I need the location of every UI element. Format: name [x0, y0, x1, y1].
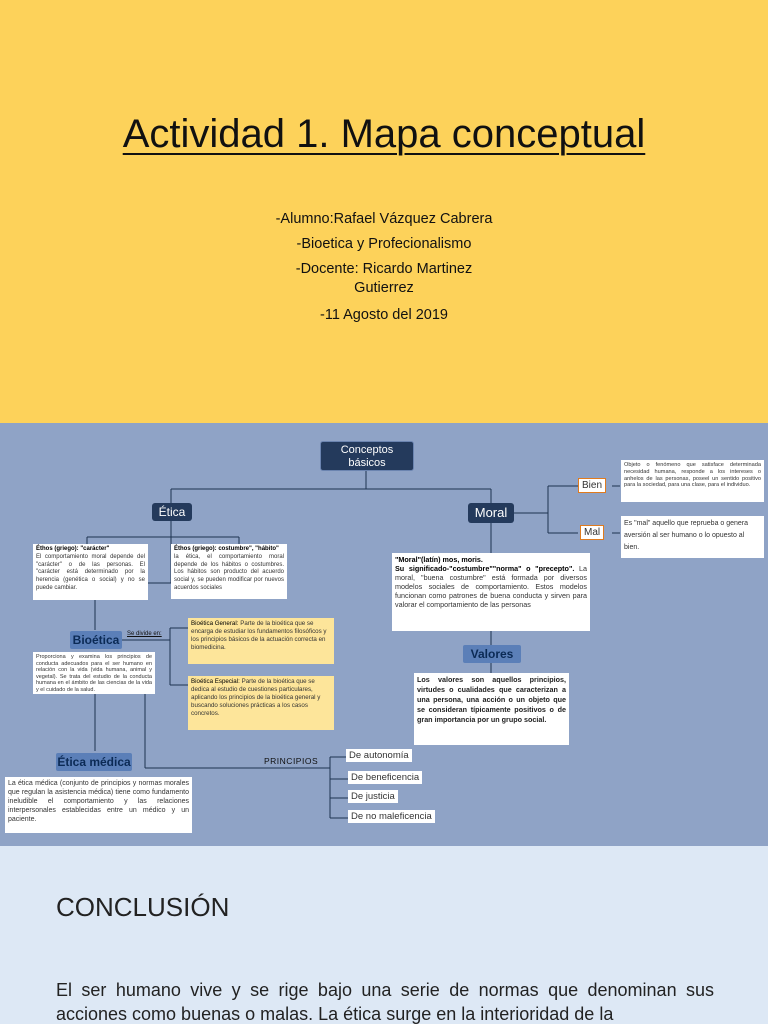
ethos-costumbre-text: la ética, el comportamiento moral depende de los hábitos o costumbres. Los hábitos son producto del acuerdo social y, se pueden modificar por nuevos acuerdos sociales: [174, 553, 284, 591]
bioetica-general-title: Bioética General:: [191, 620, 239, 627]
principios-label: PRINCIPIOS: [264, 756, 319, 766]
principio-autonomia: De autonomía: [346, 749, 412, 762]
etica-medica-description: La ética médica (conjunto de principios y normas morales que regulan la asistencia médica) tiene como fundamento ineludible el comportamiento y las relaciones interpersonales establecidas entre un médico y un paciente.: [5, 777, 192, 833]
ethos-caracter-text: El comportamiento moral depende del "carácter" o de las personas. El "carácter está determinado por la herencia (genética o social) y no se puede cambiar.: [36, 553, 145, 591]
principio-justicia: De justicia: [348, 790, 398, 803]
teacher-line-2: Gutierrez: [354, 280, 414, 296]
mal-description: Es "mal" aquello que reprueba o genera aversión al ser humano o lo opuesto al bien.: [621, 516, 764, 558]
principio-beneficencia: De beneficencia: [348, 771, 422, 784]
moral-title: "Moral"(latín) mos, moris.: [395, 555, 483, 564]
page-title: Actividad 1. Mapa conceptual: [122, 112, 646, 156]
bioetica-general-box: [188, 618, 334, 664]
bioetica-especial-box: [188, 676, 334, 730]
moral-description: [392, 553, 590, 631]
conclusion-heading: CONCLUSIÓN: [56, 892, 230, 922]
bien-description: Objeto o fenómeno que satisface determinada necesidad humana, responde a los intereses o anhelos de las personas, poseel un sentido positivo para la sociedad, para una clase, para el individuo.: [621, 460, 764, 502]
moral-text: La moral, "buena costumbre" está formada por diversos modelos sociales de comportamiento. Estos modelos funcionan como patrones de buena conducta y sirven para valorar el comportamiento de las personas: [395, 564, 588, 609]
etica-medica-node: Ética médica: [57, 755, 131, 769]
valores-node: Valores: [463, 645, 521, 663]
bioetica-node: Bioética: [70, 631, 122, 649]
conclusion-text: El ser humano vive y se rige bajo una serie de normas que denominan sus acciones como buenas o malas. La ética surge en la interioridad de la: [56, 980, 714, 1024]
teacher-line-1: -Docente: Ricardo Martinez: [295, 261, 473, 277]
course-name: -Bioetica y Profecionalismo: [296, 236, 472, 252]
bioetica-especial-title: Bioética Especial:: [191, 678, 240, 685]
bioetica-description: Proporciona y examina los principios de conducta adecuados para el ser humano en relación con la vida (vida humana, animal y vegetal). Se trata del estudio de la conducta humana en el ámbito de las ciencias de la vida y el cuidado de la salud.: [33, 652, 155, 694]
bioetica-general-text: Parte de la bioética que se encarga de estudiar los fundamentos filosóficos y los principios básicos de la actuación correcta en biomedicina.: [191, 620, 327, 651]
se-divide-label: Se divide en:: [127, 631, 162, 637]
mal-node: Mal: [580, 525, 604, 540]
author-info: [0, 210, 768, 331]
teacher-name: [0, 260, 768, 298]
root-node: Conceptos básicos: [320, 441, 414, 471]
ethos-caracter-title: Éthos (griego): "carácter": [36, 546, 110, 552]
ethos-costumbre-title: Éthos (griego): costumbre", "hábito": [174, 546, 279, 552]
title-slide: [0, 0, 768, 423]
concept-map-slide: [0, 423, 768, 846]
moral-node: Moral: [468, 503, 514, 523]
conclusion-slide: [0, 846, 768, 1024]
bioetica-especial-text: Parte de la bioética que se dedica al estudio de cuestiones particulares, aplicando los principios de la bioética general y buscando soluciones prácticas a los casos concretos.: [191, 678, 321, 717]
date: -11 Agosto del 2019: [320, 307, 448, 323]
ethos-caracter-box: [33, 544, 148, 600]
etica-node: Ética: [152, 503, 192, 521]
valores-description: Los valores son aquellos principios, virtudes o cualidades que caracterizan a una persona, una acción o un objeto que se consideran típicamente positivos o de gran importancia por un grupo social.: [414, 673, 569, 745]
student-name: -Alumno:Rafael Vázquez Cabrera: [275, 211, 493, 227]
principio-no-maleficencia: De no maleficencia: [348, 810, 435, 823]
bien-node: Bien: [578, 478, 606, 493]
ethos-costumbre-box: [171, 544, 287, 599]
moral-subtitle: Su significado-"costumbre""norma" o "precepto".: [395, 564, 575, 573]
